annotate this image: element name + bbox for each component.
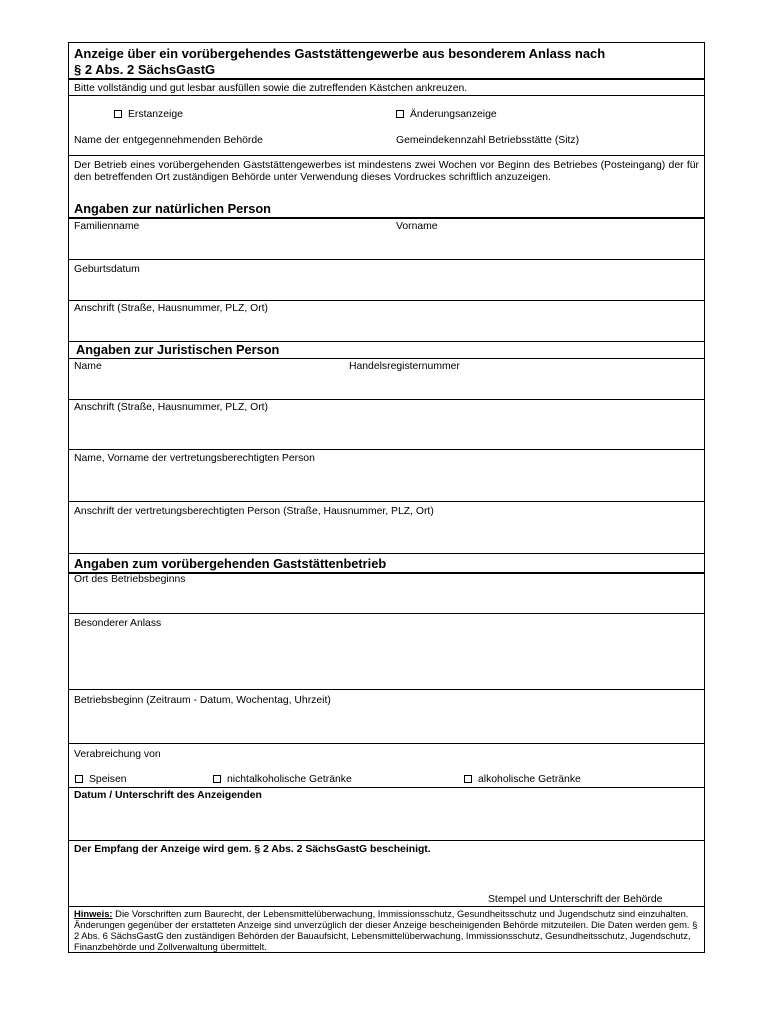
business-location-label: Ort des Betriebsbeginns xyxy=(74,574,186,585)
business-start-field[interactable] xyxy=(69,689,706,743)
signature-field[interactable] xyxy=(69,787,706,840)
natural-address-field[interactable] xyxy=(69,300,706,341)
receipt-text: Der Empfang der Anzeige wird gem. § 2 Abs. 2 SächsGastG bescheinigt. xyxy=(74,844,431,855)
hint-label: Hinweis: xyxy=(74,908,113,919)
occasion-label: Besonderer Anlass xyxy=(74,618,162,629)
signature-label: Datum / Unterschrift des Anzeigenden xyxy=(74,790,262,801)
form-title xyxy=(74,46,694,78)
birth-date-field[interactable] xyxy=(69,259,706,300)
divider xyxy=(69,553,704,554)
first-name-label: Vorname xyxy=(396,221,438,232)
authority-name-label: Name der entgegennehmenden Behörde xyxy=(74,135,263,146)
legal-address-field[interactable] xyxy=(69,399,706,449)
business-start-label: Betriebsbeginn (Zeitraum - Datum, Wochentag, Uhrzeit) xyxy=(74,695,331,706)
alcoholic-label: alkoholische Getränke xyxy=(478,774,581,785)
non-alcoholic-checkbox[interactable] xyxy=(213,775,221,783)
alcoholic-option[interactable] xyxy=(464,774,581,786)
divider xyxy=(69,906,704,907)
non-alcoholic-option[interactable] xyxy=(213,774,352,786)
legal-address-label: Anschrift (Straße, Hausnummer, PLZ, Ort) xyxy=(74,402,269,413)
hint-text xyxy=(74,908,702,952)
change-notice-label: Änderungsanzeige xyxy=(410,109,497,120)
deadline-notice: Der Betrieb eines vorübergehenden Gaststättengewerbes ist mindestens zwei Wochen vor Beginn des Betriebes (Posteingang) der für den betreffenden Ort zuständigen Behörde unter Verwendung dieses Vordruckes schriftlich anzuzeigen. xyxy=(74,160,699,184)
representative-address-field[interactable] xyxy=(69,501,706,553)
municipality-code-label: Gemeindekennzahl Betriebsstätte (Sitz) xyxy=(396,135,580,146)
non-alcoholic-label: nichtalkoholische Getränke xyxy=(227,774,352,785)
form-title-line-2: § 2 Abs. 2 SächsGastG xyxy=(74,62,216,77)
food-checkbox[interactable] xyxy=(75,775,83,783)
instruction-text: Bitte vollständig und gut lesbar ausfüllen sowie die zutreffenden Kästchen ankreuzen. xyxy=(74,83,468,94)
notification-form xyxy=(68,42,705,953)
authority-stamp-field[interactable] xyxy=(69,840,706,906)
form-title-line-1: Anzeige über ein vorübergehendes Gaststättengewerbe aus besonderem Anlass nach xyxy=(74,46,606,61)
surname-label: Familienname xyxy=(74,221,140,232)
food-option[interactable] xyxy=(75,774,127,786)
business-heading: Angaben zum vorübergehenden Gaststättenbetrieb xyxy=(74,556,387,571)
representative-name-field[interactable] xyxy=(69,449,706,501)
alcoholic-checkbox[interactable] xyxy=(464,775,472,783)
divider xyxy=(69,743,704,744)
natural-person-heading: Angaben zur natürlichen Person xyxy=(74,201,271,216)
food-label: Speisen xyxy=(89,774,127,785)
legal-name-label: Name xyxy=(74,361,102,372)
authority-fields[interactable] xyxy=(69,95,706,155)
divider xyxy=(69,78,704,80)
legal-name-register-field[interactable] xyxy=(69,358,706,399)
business-location-field[interactable] xyxy=(69,572,706,613)
first-notice-label: Erstanzeige xyxy=(128,109,183,120)
occasion-field[interactable] xyxy=(69,613,706,689)
divider xyxy=(69,155,704,156)
legal-person-heading: Angaben zur Juristischen Person xyxy=(76,342,280,357)
representative-address-label: Anschrift der vertretungsberechtigten Person (Straße, Hausnummer, PLZ, Ort) xyxy=(74,506,434,517)
birth-date-label: Geburtsdatum xyxy=(74,264,140,275)
natural-address-label: Anschrift (Straße, Hausnummer, PLZ, Ort) xyxy=(74,303,269,314)
serving-label: Verabreichung von xyxy=(74,749,161,760)
hint-body: Die Vorschriften zum Baurecht, der Lebensmittelüberwachung, Immissionsschutz, Gesundheitsschutz und Jugendschutz sind einzuhalten. Änderungen gegenüber der erstatteten Anzeige sind unverzüglich der dieser Anzeige bescheinigenden Behörde mitzuteilen. Die Daten werden gem. § 2 Abs. 6 SächsGastG den zuständigen Behörden der Bauaufsicht, Lebensmittelüberwachung, Immissionsschutz, Gesundheitsschutz, Jugendschutz, Finanzbehörde und Zollverwaltung übermittelt. xyxy=(74,908,698,952)
representative-name-label: Name, Vorname der vertretungsberechtigten Person xyxy=(74,453,315,464)
surname-first-name-field[interactable] xyxy=(69,217,706,259)
stamp-label: Stempel und Unterschrift der Behörde xyxy=(488,894,663,905)
register-number-label: Handelsregisternummer xyxy=(349,361,460,372)
